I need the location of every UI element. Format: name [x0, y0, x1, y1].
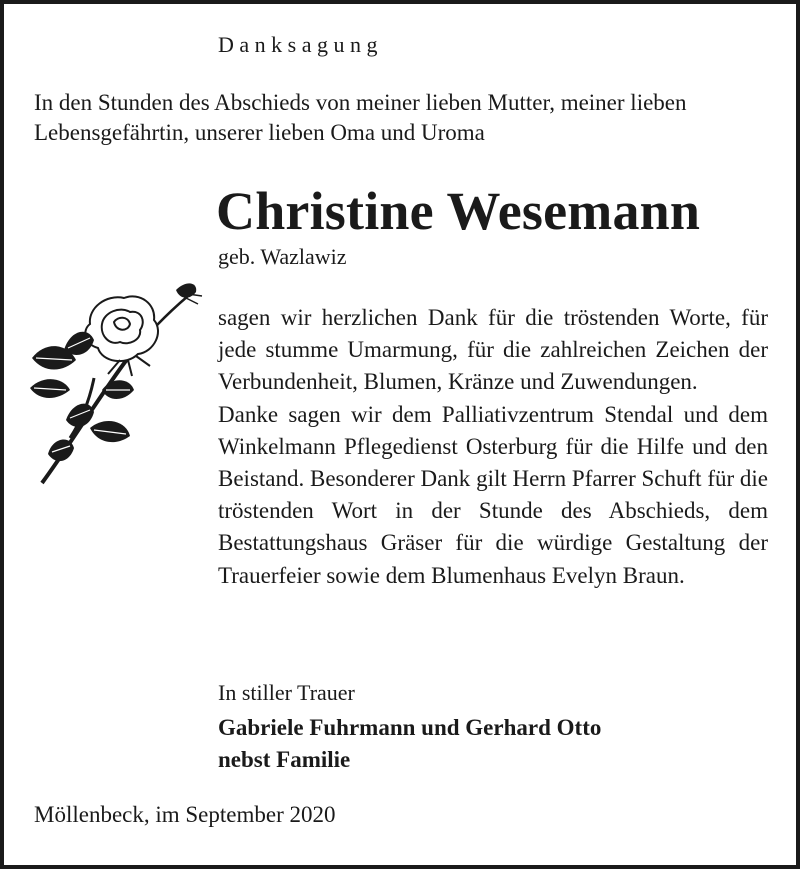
thanks-paragraph: sagen wir herzlichen Dank für die tröstenden Worte, für jede stumme Umarmung, für die zahlreichen Zeichen der Verbundenheit, Blumen, Kränze und Zuwendungen. — [218, 305, 768, 395]
signers — [218, 712, 601, 776]
thanks-body — [218, 302, 768, 592]
birth-name: geb. Wazlawiz — [218, 244, 347, 269]
intro-text: In den Stunden des Abschieds von meiner lieben Mutter, meiner lieben Lebensgefährtin, unserer lieben Oma und Uroma — [34, 90, 687, 145]
thanks-paragraph: Danke sagen wir dem Palliativzentrum Stendal und dem Winkelmann Pflegedienst Osterburg für die Hilfe und den Beistand. Besonderer Dank gilt Herrn Pfarrer Schuft für die tröstenden Wort in der Stunde des Abschieds, dem Bestattungshaus Gräser für die würdige Gestaltung der Trauerfeier sowie dem Blumenhaus Evelyn Braun. — [218, 401, 768, 588]
rose-icon — [28, 278, 203, 488]
mourning-line: In stiller Trauer — [218, 680, 355, 705]
signers-family: nebst Familie — [218, 747, 351, 772]
notice-title: Danksagung — [218, 32, 383, 57]
deceased-name: Christine Wesemann — [216, 181, 701, 241]
signers-names: Gabriele Fuhrmann und Gerhard Otto — [218, 715, 602, 740]
place-date: Möllenbeck, im September 2020 — [34, 802, 336, 827]
